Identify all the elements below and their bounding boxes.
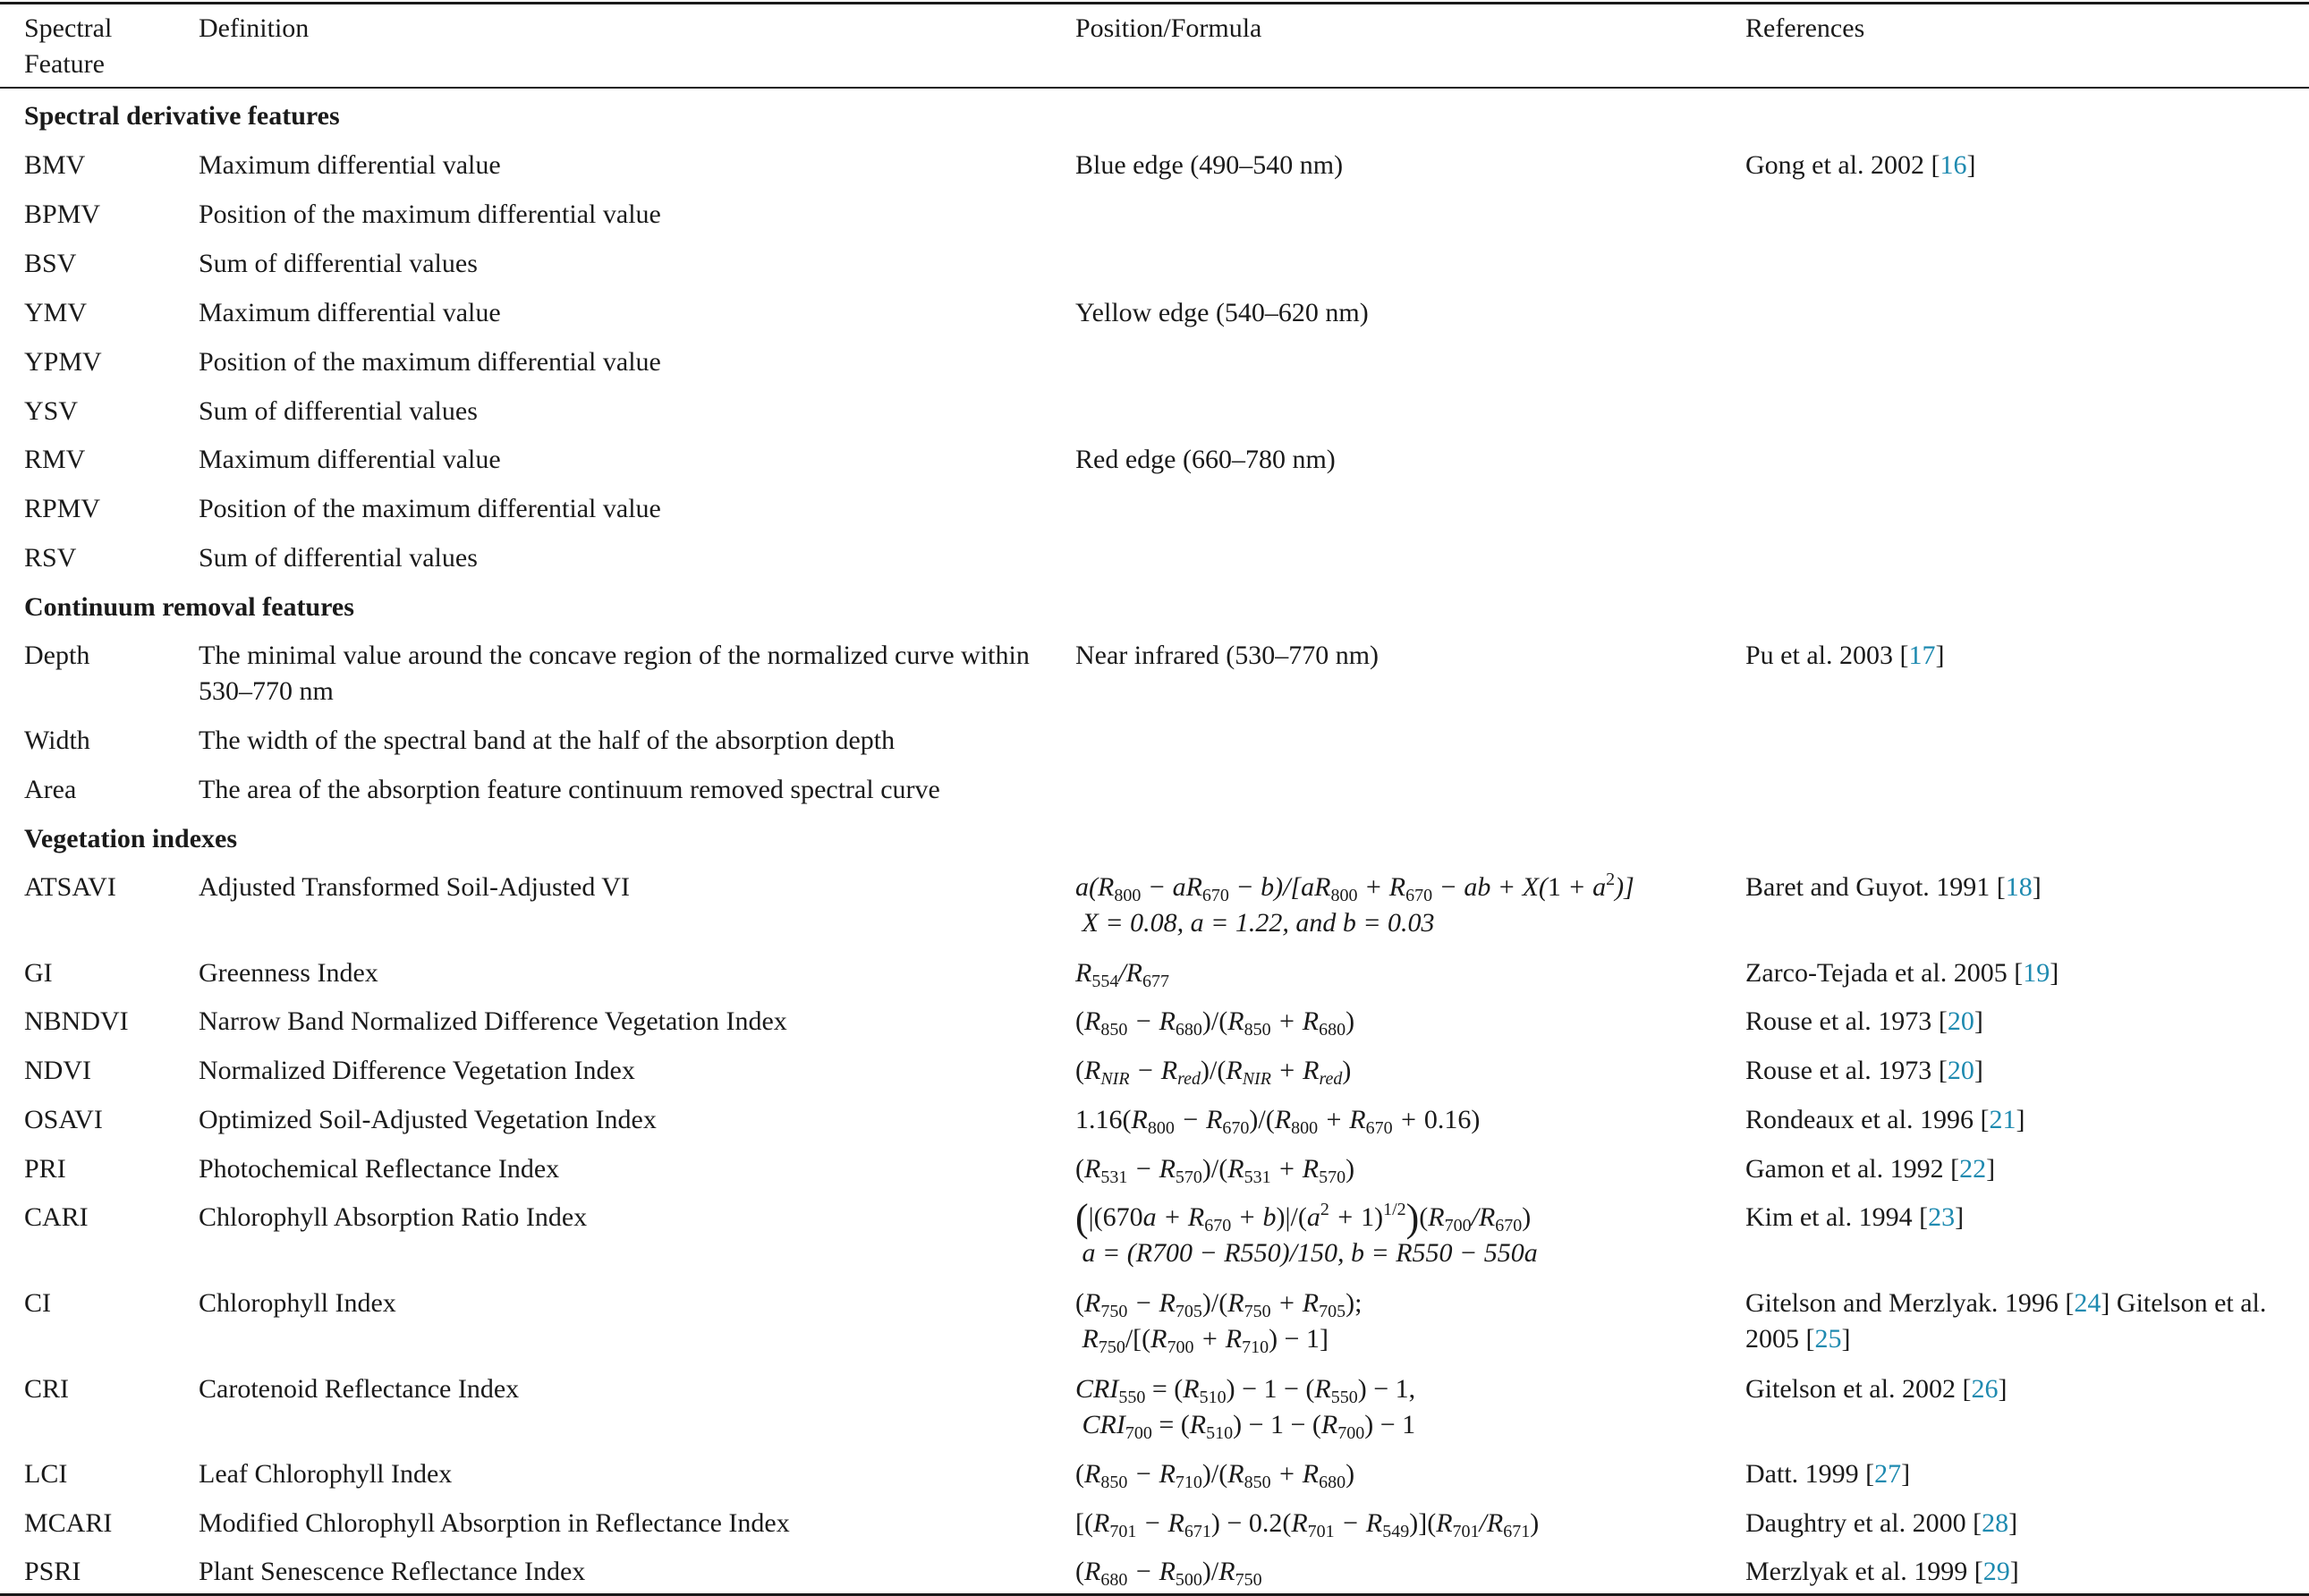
definition-cell: Carotenoid Reflectance Index: [199, 1374, 520, 1404]
band-subscript: 700: [1125, 1423, 1152, 1443]
reference-text: Gamon et al. 1992: [1745, 1154, 1944, 1184]
feature-cell: ATSAVI: [24, 872, 116, 902]
feature-cell: PSRI: [24, 1557, 81, 1586]
formula-cell: $a(R_{800} - aR_{670} - b)/[aR_{800} + R_{670}$ − ab + $X(1 + a^2)$] X = 0.08, a = 1.22, and b = 0.03: [1075, 870, 1634, 938]
band-subscript: 680: [1175, 1020, 1202, 1040]
citation-link[interactable]: 24: [2074, 1288, 2101, 1318]
feature-cell: RSV: [24, 543, 77, 573]
header-definition: Definition: [199, 13, 310, 43]
formula-parameters: X = 0.08, a = 1.22, and b = 0.03: [1082, 908, 1435, 938]
reference-cell: Merzlyak et al. 1999 [29]: [1745, 1557, 2019, 1586]
definition-cell: Sum of differential values: [199, 543, 478, 573]
definition-cell: Optimized Soil-Adjusted Vegetation Index: [199, 1105, 657, 1134]
citation-link[interactable]: 27: [1874, 1459, 1902, 1489]
reference-text: Rondeaux et al. 1996: [1745, 1105, 1974, 1134]
band-subscript: 850: [1100, 1473, 1128, 1492]
feature-cell: NBNDVI: [24, 1006, 129, 1036]
citation-link[interactable]: 21: [1989, 1105, 2016, 1134]
reference-text: Baret and Guyot. 1991: [1745, 872, 1991, 902]
definition-cell: The area of the absorption feature continuum removed spectral curve: [199, 775, 940, 804]
reference-cell: Rouse et al. 1973 [20]: [1745, 1056, 1983, 1085]
citation-link[interactable]: 20: [1947, 1056, 1974, 1085]
band-subscript: 800: [1147, 1118, 1175, 1138]
reference-cell: Zarco-Tejada et al. 2005 [19]: [1745, 958, 2059, 988]
band-subscript: 570: [1175, 1167, 1202, 1187]
band-subscript: 700: [1167, 1337, 1194, 1357]
reference-text: Gitelson and Merzlyak. 1996: [1745, 1288, 2059, 1318]
header-spectral-feature: Spectral Feature: [24, 13, 113, 79]
definition-cell: Position of the maximum differential value: [199, 347, 661, 377]
definition-cell: Chlorophyll Absorption Ratio Index: [199, 1202, 588, 1232]
citation-link[interactable]: 20: [1947, 1006, 1974, 1036]
citation-link[interactable]: 26: [1971, 1374, 1999, 1404]
reference-cell: Rouse et al. 1973 [20]: [1745, 1006, 1983, 1036]
feature-cell: BSV: [24, 249, 77, 278]
reference-cell: Rondeaux et al. 1996 [21]: [1745, 1105, 2025, 1134]
band-subscript: 701: [1452, 1522, 1480, 1541]
band-subscript: 554: [1091, 972, 1119, 991]
band-subscript: 671: [1184, 1522, 1211, 1541]
formula-term: ab: [1464, 872, 1491, 902]
position-cell: Yellow edge (540–620 nm): [1075, 298, 1369, 327]
formula-cell: $(R_{531} - R_{570})/(R_{531} + R_{570})$: [1075, 1154, 1355, 1187]
band-subscript: 670: [1222, 1118, 1250, 1138]
reference-text: Zarco-Tejada et al. 2005: [1745, 958, 2008, 988]
feature-cell: RMV: [24, 445, 86, 474]
formula-term: 670: [1102, 1202, 1143, 1232]
band-subscript: 531: [1100, 1167, 1128, 1187]
formula-cell: $(R_{NIR} - R_{red})/(R_{NIR} + R_{red})$: [1075, 1056, 1352, 1089]
band-subscript: 570: [1319, 1167, 1346, 1187]
band-subscript: 701: [1307, 1522, 1335, 1541]
band-subscript: 800: [1291, 1118, 1319, 1138]
definition-cell: Leaf Chlorophyll Index: [199, 1459, 453, 1489]
feature-cell: YSV: [24, 396, 79, 426]
band-subscript: red: [1177, 1069, 1201, 1089]
band-subscript: 705: [1175, 1302, 1202, 1321]
feature-cell: YMV: [24, 298, 88, 327]
band-subscript: 700: [1337, 1423, 1365, 1443]
citation-link[interactable]: 25: [1814, 1324, 1842, 1354]
formula-cell: $CRI_{550} = (R_{510}) - 1 - (R_{550}) - 1$, $CRI_{700} = (R_{510}) - 1 - (R_{700}) - 1$: [1075, 1374, 1416, 1443]
band-subscript: 550: [1330, 1388, 1358, 1407]
citation-link[interactable]: 28: [1982, 1508, 2009, 1538]
reference-text: Merzlyak et al. 1999: [1745, 1557, 1968, 1586]
formula-term: 1.16: [1075, 1105, 1123, 1134]
reference-text: Gitelson et al. 2005: [1745, 1288, 2267, 1354]
band-subscript: 531: [1244, 1167, 1271, 1187]
feature-cell: Width: [24, 726, 90, 755]
feature-cell: MCARI: [24, 1508, 113, 1538]
reference-cell: Pu et al. 2003 [17]: [1745, 641, 1945, 670]
band-subscript: 680: [1100, 1570, 1128, 1590]
definition-cell: The minimal value around the concave region of the normalized curve within 530–770 nm: [199, 641, 1030, 706]
band-subscript: NIR: [1242, 1069, 1271, 1089]
feature-cell: CRI: [24, 1374, 70, 1404]
band-subscript: 549: [1382, 1522, 1410, 1541]
feature-cell: RPMV: [24, 494, 101, 523]
band-subscript: 750: [1244, 1302, 1271, 1321]
formula-cell: $[(R_{701} - R_{671}) - 0.2(R_{701} - R_{549})](R_{701}/R_{671})$: [1075, 1508, 1540, 1541]
feature-cell: GI: [24, 958, 53, 988]
reference-cell: Gamon et al. 1992 [22]: [1745, 1154, 1996, 1184]
band-subscript: 710: [1175, 1473, 1202, 1492]
definition-cell: Sum of differential values: [199, 396, 478, 426]
definition-cell: Chlorophyll Index: [199, 1288, 396, 1318]
citation-link[interactable]: 16: [1940, 150, 1967, 180]
reference-text: Gitelson et al. 2002: [1745, 1374, 1956, 1404]
reference-cell: Datt. 1999 [27]: [1745, 1459, 1911, 1489]
definition-cell: Narrow Band Normalized Difference Vegetation Index: [199, 1006, 787, 1036]
definition-cell: Maximum differential value: [199, 298, 501, 327]
band-subscript: 850: [1100, 1020, 1128, 1040]
reference-cell: Daughtry et al. 2000 [28]: [1745, 1508, 2018, 1538]
section-vegetation-indexes: Vegetation indexes: [24, 824, 238, 853]
reference-cell: Gong et al. 2002 [16]: [1745, 150, 1976, 180]
definition-cell: Greenness Index: [199, 958, 378, 988]
band-subscript: 550: [1118, 1388, 1146, 1407]
band-subscript: 671: [1503, 1522, 1531, 1541]
reference-cell: Gitelson et al. 2002 [26]: [1745, 1374, 2008, 1404]
band-subscript: 680: [1319, 1473, 1346, 1492]
reference-text: Gong et al. 2002: [1745, 150, 1924, 180]
feature-cell: BMV: [24, 150, 86, 180]
feature-cell: PRI: [24, 1154, 66, 1184]
reference-cell: Kim et al. 1994 [23]: [1745, 1202, 1965, 1232]
band-subscript: 510: [1206, 1423, 1234, 1443]
definition-cell: Photochemical Reflectance Index: [199, 1154, 560, 1184]
citation-link[interactable]: 19: [2023, 958, 2050, 988]
definition-cell: Maximum differential value: [199, 150, 501, 180]
band-subscript: 677: [1142, 972, 1169, 991]
feature-cell: Area: [24, 775, 77, 804]
feature-cell: CARI: [24, 1202, 89, 1232]
reference-text: Rouse et al. 1973: [1745, 1056, 1932, 1085]
formula-cell: $(|(670a + R_{670} + b)|/(a^2 + 1)^{1/2})(R_{700}/R_{670})$ a = (R700 − R550)/150, b = R550 − 550a: [1075, 1196, 1538, 1268]
feature-cell: OSAVI: [24, 1105, 103, 1134]
band-subscript: red: [1319, 1069, 1343, 1089]
band-subscript: 701: [1109, 1522, 1137, 1541]
header-references: References: [1745, 13, 1865, 43]
definition-cell: Plant Senescence Reflectance Index: [199, 1557, 586, 1586]
band-subscript: 750: [1235, 1570, 1262, 1590]
feature-cell: BPMV: [24, 200, 101, 229]
formula-term: CRI: [1082, 1410, 1125, 1439]
band-subscript: 710: [1242, 1337, 1269, 1357]
band-subscript: 680: [1319, 1020, 1346, 1040]
citation-link[interactable]: 29: [1982, 1557, 2010, 1586]
definition-cell: Modified Chlorophyll Absorption in Reflectance Index: [199, 1508, 790, 1538]
reference-cell: Gitelson and Merzlyak. 1996 [24] Gitelson et al. 2005 [25]: [1745, 1288, 2267, 1354]
definition-cell: Position of the maximum differential value: [199, 494, 661, 523]
table-top-rule: [0, 2, 2309, 4]
position-cell: Blue edge (490–540 nm): [1075, 150, 1344, 180]
reference-text: Rouse et al. 1973: [1745, 1006, 1932, 1036]
position-cell: Near infrared (530–770 nm): [1075, 641, 1379, 670]
citation-link[interactable]: 18: [2005, 872, 2033, 902]
band-subscript: 705: [1319, 1302, 1346, 1321]
section-continuum-removal: Continuum removal features: [24, 592, 354, 622]
band-subscript: 510: [1199, 1388, 1227, 1407]
feature-cell: NDVI: [24, 1056, 91, 1085]
formula-term: 0.2: [1248, 1508, 1283, 1538]
feature-cell: LCI: [24, 1459, 68, 1489]
citation-link[interactable]: 17: [1908, 641, 1936, 670]
feature-cell: Depth: [24, 641, 90, 670]
reference-text: Datt. 1999: [1745, 1459, 1859, 1489]
formula-exponent: 2: [1606, 870, 1616, 889]
definition-cell: Adjusted Transformed Soil-Adjusted VI: [199, 872, 630, 902]
header-position-formula: Position/Formula: [1075, 13, 1262, 43]
formula-cell: $(R_{680} - R_{500})/R_{750}$: [1075, 1557, 1262, 1590]
definition-cell: Normalized Difference Vegetation Index: [199, 1056, 635, 1085]
feature-cell: YPMV: [24, 347, 102, 377]
formula-term: a: [1592, 872, 1607, 902]
feature-cell: CI: [24, 1288, 51, 1318]
band-subscript: 750: [1098, 1337, 1125, 1357]
formula-cell: $(R_{850} - R_{680})/(R_{850} + R_{680})$: [1075, 1006, 1355, 1040]
band-subscript: 850: [1244, 1473, 1271, 1492]
formula-parameters: a = (R700 − R550)/150, b = R550 − 550a: [1082, 1238, 1538, 1268]
band-subscript: 500: [1175, 1570, 1202, 1590]
citation-link[interactable]: 22: [1959, 1154, 1987, 1184]
formula-cell: $(R_{750} - R_{705})/(R_{750} + R_{705})$; $R_{750}/[(R_{700} + R_{710}) - 1]$: [1075, 1288, 1362, 1357]
section-spectral-derivative: Spectral derivative features: [24, 101, 340, 131]
definition-cell: Maximum differential value: [199, 445, 501, 474]
definition-cell: The width of the spectral band at the half of the absorption depth: [199, 726, 896, 755]
reference-cell: Baret and Guyot. 1991 [18]: [1745, 872, 2042, 902]
formula-cell: $1.16(R_{800} - R_{670})/(R_{800} + R_{670} + 0.16)$: [1075, 1105, 1481, 1138]
reference-text: Pu et al. 2003: [1745, 641, 1893, 670]
position-cell: Red edge (660–780 nm): [1075, 445, 1336, 474]
reference-text: Daughtry et al. 2000: [1745, 1508, 1966, 1538]
formula-term: X: [1522, 872, 1539, 902]
table-header-rule: [0, 87, 2309, 89]
band-subscript: 850: [1244, 1020, 1271, 1040]
formula-term: 0.16: [1423, 1105, 1472, 1134]
formula-cell: $R_{554}/R_{677}$: [1075, 958, 1169, 991]
formula-term: CRI: [1075, 1374, 1119, 1404]
definition-cell: Sum of differential values: [199, 249, 478, 278]
band-subscript: 750: [1100, 1302, 1128, 1321]
band-subscript: NIR: [1100, 1069, 1130, 1089]
band-subscript: 670: [1365, 1118, 1393, 1138]
reference-text: Kim et al. 1994: [1745, 1202, 1913, 1232]
citation-link[interactable]: 23: [1928, 1202, 1956, 1232]
definition-cell: Position of the maximum differential value: [199, 200, 661, 229]
formula-cell: $(R_{850} - R_{710})/(R_{850} + R_{680})$: [1075, 1459, 1355, 1492]
